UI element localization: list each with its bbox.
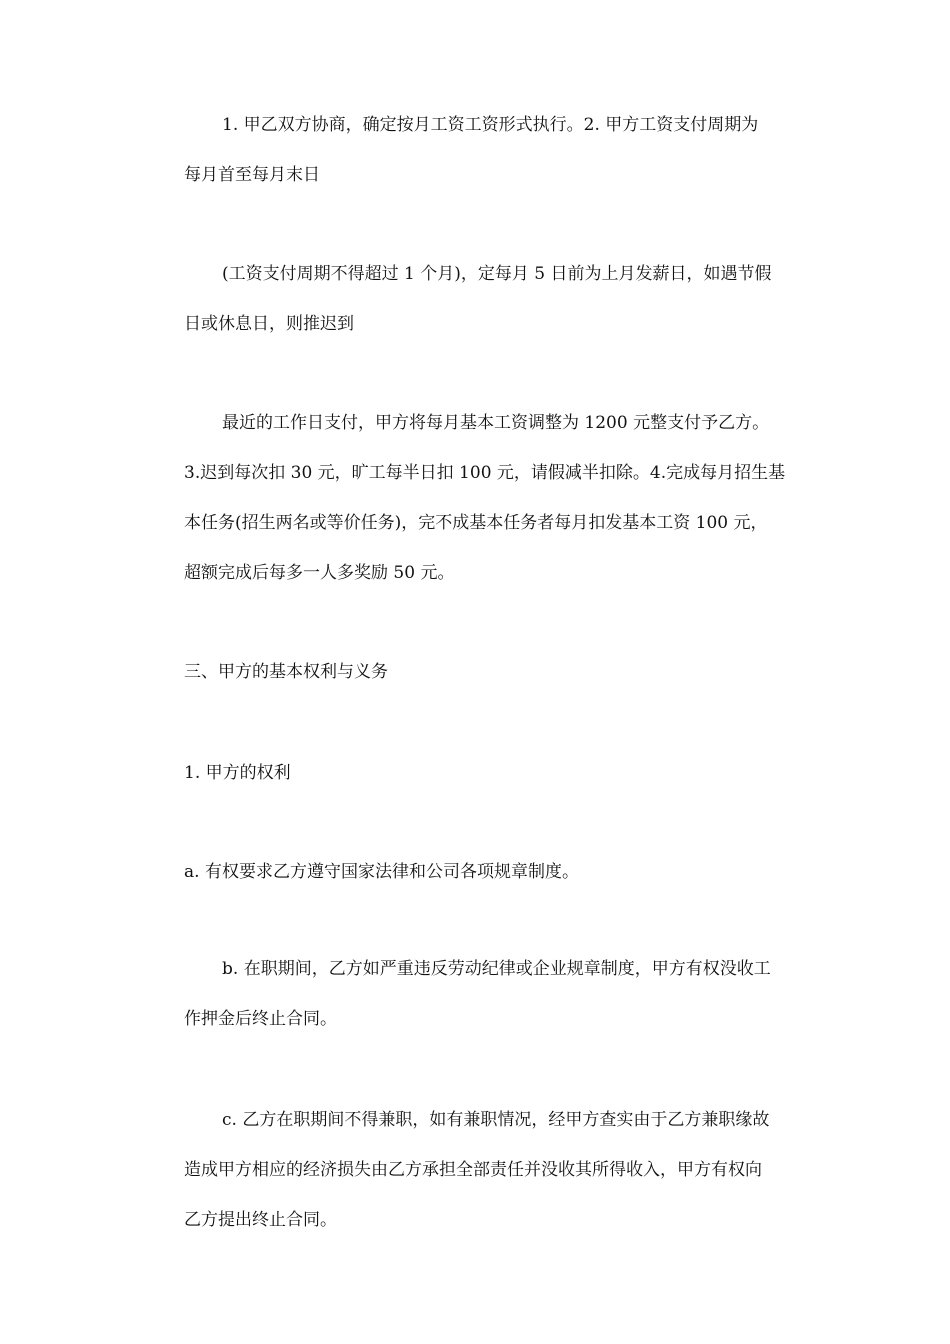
right-b-line-2: 作押金后终止合同。	[184, 1009, 337, 1029]
salary-clause-line-2: 3.迟到每次扣 30 元，旷工每半日扣 100 元，请假减半扣除。4.完成每月招生基	[184, 463, 786, 483]
wage-clause-line-1: 1. 甲乙双方协商，确定按月工资工资形式执行。2. 甲方工资支付周期为	[222, 115, 759, 135]
rights-title: 1. 甲方的权利	[184, 763, 291, 783]
right-c-paragraph	[146, 1095, 818, 1245]
right-c-line-1: c. 乙方在职期间不得兼职，如有兼职情况，经甲方查实由于乙方兼职缘故	[222, 1110, 770, 1130]
right-c-line-2: 造成甲方相应的经济损失由乙方承担全部责任并没收其所得收入，甲方有权向	[184, 1160, 762, 1180]
right-a-item: a. 有权要求乙方遵守国家法律和公司各项规章制度。	[184, 862, 579, 882]
right-b-paragraph	[146, 944, 818, 1044]
right-b-line-1: b. 在职期间，乙方如严重违反劳动纪律或企业规章制度，甲方有权没收工	[222, 959, 771, 979]
salary-clause-paragraph	[146, 398, 818, 598]
payment-period-paragraph	[146, 249, 818, 349]
payment-period-line-1: (工资支付周期不得超过 1 个月)，定每月 5 日前为上月发薪日，如遇节假	[222, 264, 772, 284]
wage-clause-paragraph	[146, 100, 818, 200]
payment-period-line-2: 日或休息日，则推迟到	[184, 314, 354, 334]
section-three-title: 三、甲方的基本权利与义务	[184, 662, 388, 682]
salary-clause-line-4: 超额完成后每多一人多奖励 50 元。	[184, 563, 455, 583]
salary-clause-line-3: 本任务(招生两名或等价任务)，完不成基本任务者每月扣发基本工资 100 元，	[184, 513, 768, 533]
wage-clause-line-2: 每月首至每月末日	[184, 165, 320, 185]
right-c-line-3: 乙方提出终止合同。	[184, 1210, 337, 1230]
salary-clause-line-1: 最近的工作日支付，甲方将每月基本工资调整为 1200 元整支付予乙方。	[222, 413, 770, 433]
